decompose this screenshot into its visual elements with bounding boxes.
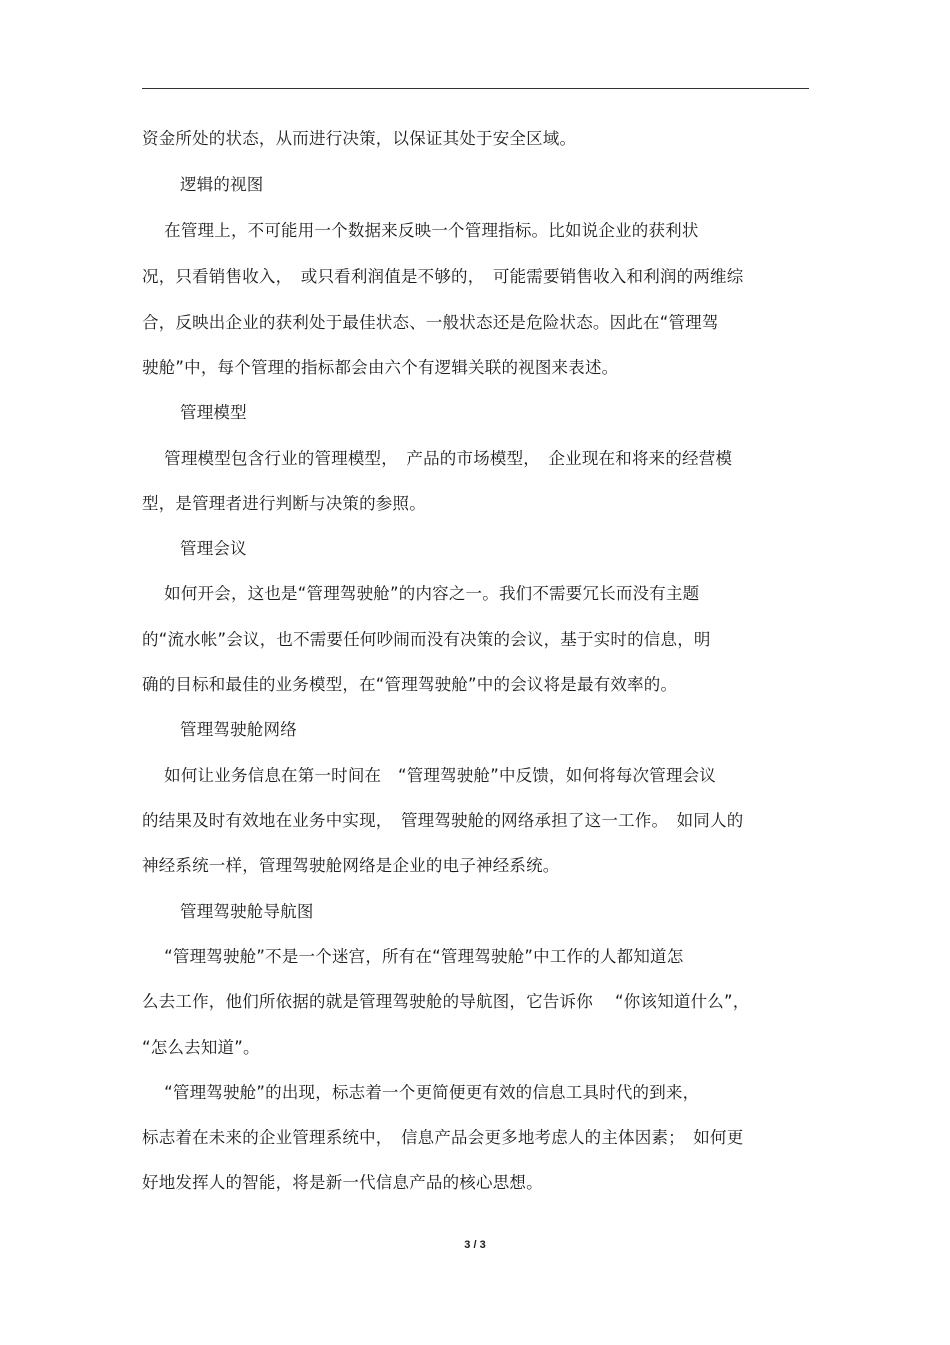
body-text-line: 管理模型包含行业的管理模型， 产品的市场模型， 企业现在和将来的经营模	[142, 449, 733, 468]
body-text-line: 资金所处的状态，从而进行决策，以保证其处于安全区域。	[142, 129, 577, 148]
body-text-line: 型，是管理者进行判断与决策的参照。	[142, 494, 426, 513]
header-rule	[142, 88, 809, 89]
body-text-line: 驶舱”中，每个管理的指标都会由六个有逻辑关联的视图来表述。	[142, 358, 619, 377]
body-text-line: 的“流水帐”会议，也不需要任何吵闹而没有决策的会议，基于实时的信息，明	[142, 630, 711, 649]
body-text-line: 况，只看销售收入， 或只看利润值是不够的， 可能需要销售收入和利润的两维综	[142, 267, 744, 286]
body-text-line: 确的目标和最佳的业务模型，在“管理驾驶舱”中的会议将是最有效率的。	[142, 675, 678, 694]
body-text-line: “管理驾驶舱”不是一个迷宫，所有在“管理驾驶舱”中工作的人都知道怎	[142, 947, 684, 966]
body-text-line: 好地发挥人的智能，将是新一代信息产品的核心思想。	[142, 1173, 543, 1192]
body-text-line: 么去工作，他们所依据的就是管理驾驶舱的导航图，它告诉你 “你该知道什么”，	[142, 992, 750, 1011]
section-heading: 管理驾驶舱网络	[180, 720, 297, 739]
body-text-line: 在管理上，不可能用一个数据来反映一个管理指标。比如说企业的获利状	[142, 221, 699, 240]
body-text-line: “怎么去知道”。	[142, 1038, 260, 1057]
page-number: 3 / 3	[464, 1239, 486, 1251]
section-heading: 管理会议	[180, 539, 247, 558]
body-text-line: 合，反映出企业的获利处于最佳状态、一般状态还是危险状态。因此在“管理驾	[142, 313, 719, 332]
body-text-line: 标志着在未来的企业管理系统中， 信息产品会更多地考虑人的主体因素； 如何更	[142, 1128, 744, 1147]
section-heading: 管理驾驶舱导航图	[180, 902, 314, 921]
body-text-line: 如何让业务信息在第一时间在 “管理驾驶舱”中反馈，如何将每次管理会议	[142, 766, 717, 785]
body-text-line: “管理驾驶舱”的出现，标志着一个更简便更有效的信息工具时代的到来，	[142, 1083, 700, 1102]
section-heading: 逻辑的视图	[180, 175, 264, 194]
body-text-line: 的结果及时有效地在业务中实现， 管理驾驶舱的网络承担了这一工作。 如同人的	[142, 811, 744, 830]
body-text-line: 如何开会，这也是“管理驾驶舱”的内容之一。我们不需要冗长而没有主题	[142, 584, 700, 603]
body-text-line: 神经系统一样，管理驾驶舱网络是企业的电子神经系统。	[142, 856, 560, 875]
section-heading: 管理模型	[180, 403, 247, 422]
